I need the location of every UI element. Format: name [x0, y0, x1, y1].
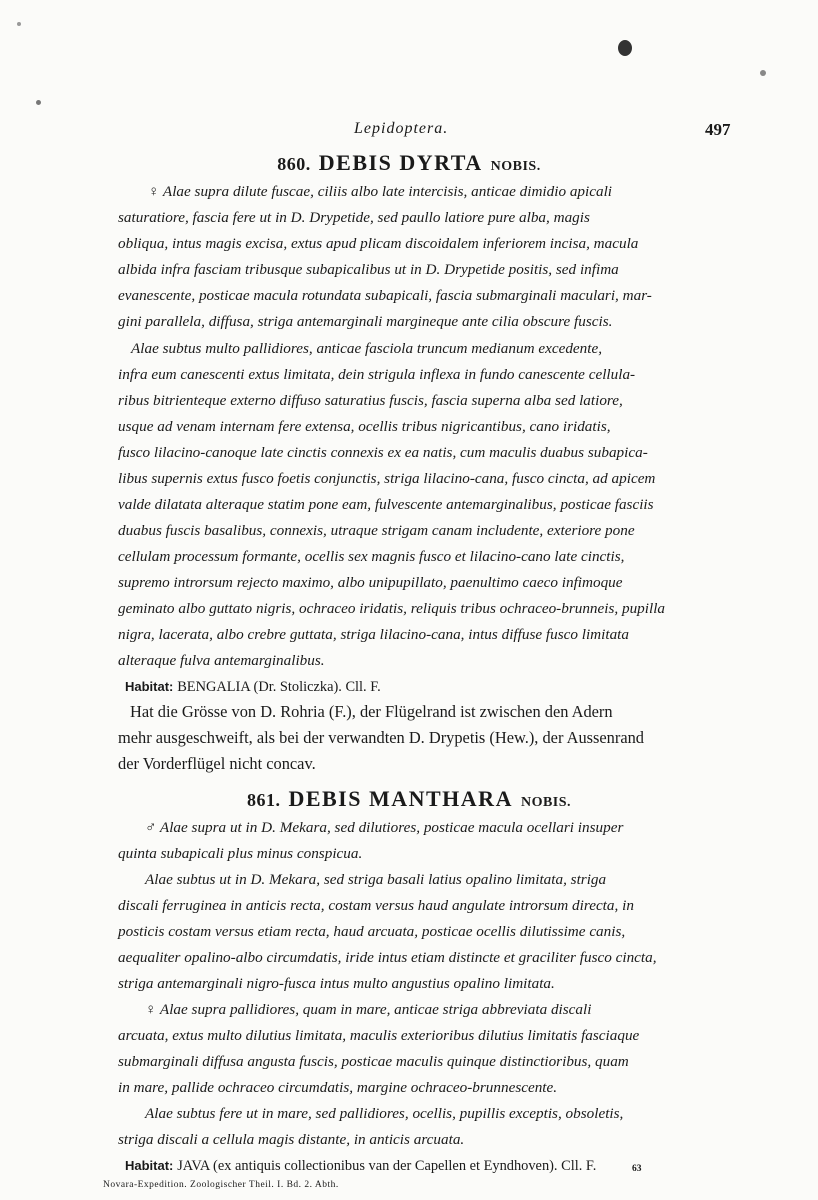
description-line: infra eum canescenti extus limitata, dein strigula inflexa in fundo canescente cellula-	[118, 366, 636, 383]
ink-speck	[36, 100, 41, 105]
description-line: evanescente, posticae macula rotundata subapicali, fascia submarginali maculari, mar-	[118, 287, 652, 304]
species-heading-861	[0, 786, 818, 812]
description-line: usque ad venam internam fere extensa, ocellis tribus nigricantibus, cano iridatis,	[118, 418, 611, 435]
description-line: striga discali a cellula magis distante, in anticis arcuata.	[118, 1131, 465, 1148]
description-line: Alae subtus fere ut in mare, sed pallidiores, ocellis, pupillis exceptis, obsoletis,	[145, 1105, 624, 1122]
habitat-line	[125, 679, 381, 696]
ink-speck	[17, 22, 21, 26]
description-line: striga antemarginali nigro-fusca intus multo angustius opalino limitata.	[118, 975, 555, 992]
description-line: arcuata, extus multo dilutius limitata, maculis exterioribus dilutius limitatis fasciaque	[118, 1027, 640, 1044]
signature-mark: 63	[632, 1164, 642, 1174]
description-line: nigra, lacerata, albo crebre guttata, striga lilacino-cana, intus diffuse fusco limitata	[118, 626, 629, 643]
description-line: ♂ Alae supra ut in D. Mekara, sed dilutiores, posticae macula ocellari insuper	[145, 819, 624, 836]
description-line: libus supernis extus fusco foetis conjunctis, striga lilacino-cana, fusco cincta, ad apicem	[118, 470, 656, 487]
habitat-label: Habitat:	[125, 1158, 174, 1173]
ink-speck	[760, 70, 766, 76]
description-line: duabus fuscis basalibus, connexis, utraque strigam canam includente, exteriore pone	[118, 522, 635, 539]
description-line: alteraque fulva antemarginalibus.	[118, 652, 325, 669]
description-line: ribus bitrienteque externo diffuso saturatius fuscis, fascia superna alba sed latiore,	[118, 392, 623, 409]
running-title: Lepidoptera.	[354, 120, 449, 137]
description-line: quinta subapicali plus minus conspicua.	[118, 845, 363, 862]
species-number: 860.	[277, 154, 311, 174]
description-line: Alae subtus multo pallidiores, anticae fasciola truncum medianum excedente,	[131, 340, 603, 357]
description-line: geminato albo guttato nigris, ochraceo iridatis, reliquis tribus ochraceo-brunneis, pupilla	[118, 600, 666, 617]
species-name: DEBIS DYRTA	[318, 150, 483, 175]
description-line: supremo introrsum rejecto maximo, albo unipupillato, paenultimo caeco infimoque	[118, 574, 623, 591]
remark-line: Hat die Grösse von D. Rohria (F.), der Flügelrand ist zwischen den Adern	[130, 702, 613, 721]
description-line: in mare, pallide ochraceo circumdatis, margine ochraceo-brunnescente.	[118, 1079, 558, 1096]
remark-line: der Vorderflügel nicht concav.	[118, 754, 316, 773]
habitat-line	[125, 1158, 596, 1175]
description-line: ♀ Alae supra dilute fuscae, ciliis albo late intercisis, anticae dimidio apicali	[148, 183, 613, 200]
description-line: albida infra fasciam tribusque subapicalibus ut in D. Drypetide positis, sed infima	[118, 261, 619, 278]
description-line: posticis costam versus etiam recta, haud arcuata, posticae ocellis dilutissime canis,	[118, 923, 626, 940]
remark-line: mehr ausgeschweift, als bei der verwandten D. Drypetis (Hew.), der Aussenrand	[118, 728, 644, 747]
description-line: saturatiore, fascia fere ut in D. Drypetide, sed paullo latiore pure alba, magis	[118, 209, 590, 226]
description-line: Alae subtus ut in D. Mekara, sed striga basali latius opalino limitata, striga	[145, 871, 607, 888]
description-line: valde dilatata alteraque statim pone eam, fulvescente antemarginalibus, posticae fasciis	[118, 496, 654, 513]
page-header	[0, 120, 818, 144]
habitat-label: Habitat:	[125, 679, 174, 694]
description-line: aequaliter opalino-albo circumdatis, iride intus etiam distincte et graciliter fusco cincta,	[118, 949, 657, 966]
species-number: 861.	[246, 790, 281, 810]
description-line: obliqua, intus magis excisa, extus apud plicam discoidalem inferiorem incisa, macula	[118, 235, 639, 252]
ink-speck	[618, 40, 632, 56]
habitat-text: JAVA (ex antiquis collectionibus van der Capellen et Eyndhoven). Cll. F.	[177, 1158, 597, 1174]
species-name: DEBIS MANTHARA	[288, 786, 513, 811]
description-line: gini parallela, diffusa, striga antemarginali margineque ante cilia obscure fuscis.	[118, 313, 613, 330]
species-authority: NOBIS.	[490, 159, 541, 174]
description-line: submarginali diffusa angusta fuscis, posticae maculis quinque distinctioribus, quam	[118, 1053, 629, 1070]
species-heading-860	[0, 150, 818, 176]
species-authority: NOBIS.	[520, 795, 572, 810]
description-line: discali ferruginea in anticis recta, costam versus haud angulate introrsum directa, in	[118, 897, 634, 914]
habitat-text: BENGALIA (Dr. Stoliczka). Cll. F.	[177, 679, 381, 695]
description-line: ♀ Alae supra pallidiores, quam in mare, anticae striga abbreviata discali	[145, 1001, 592, 1018]
footer-imprint: Novara-Expedition. Zoologischer Theil. I. Bd. 2. Abth.	[103, 1180, 339, 1190]
description-line: fusco lilacino-canoque late cinctis connexis ex ea natis, cum maculis duabus subapica-	[118, 444, 648, 461]
page-number: 497	[705, 120, 731, 139]
description-line: cellulam processum formante, ocellis sex magnis fusco et lilacino-cano late cinctis,	[118, 548, 625, 565]
